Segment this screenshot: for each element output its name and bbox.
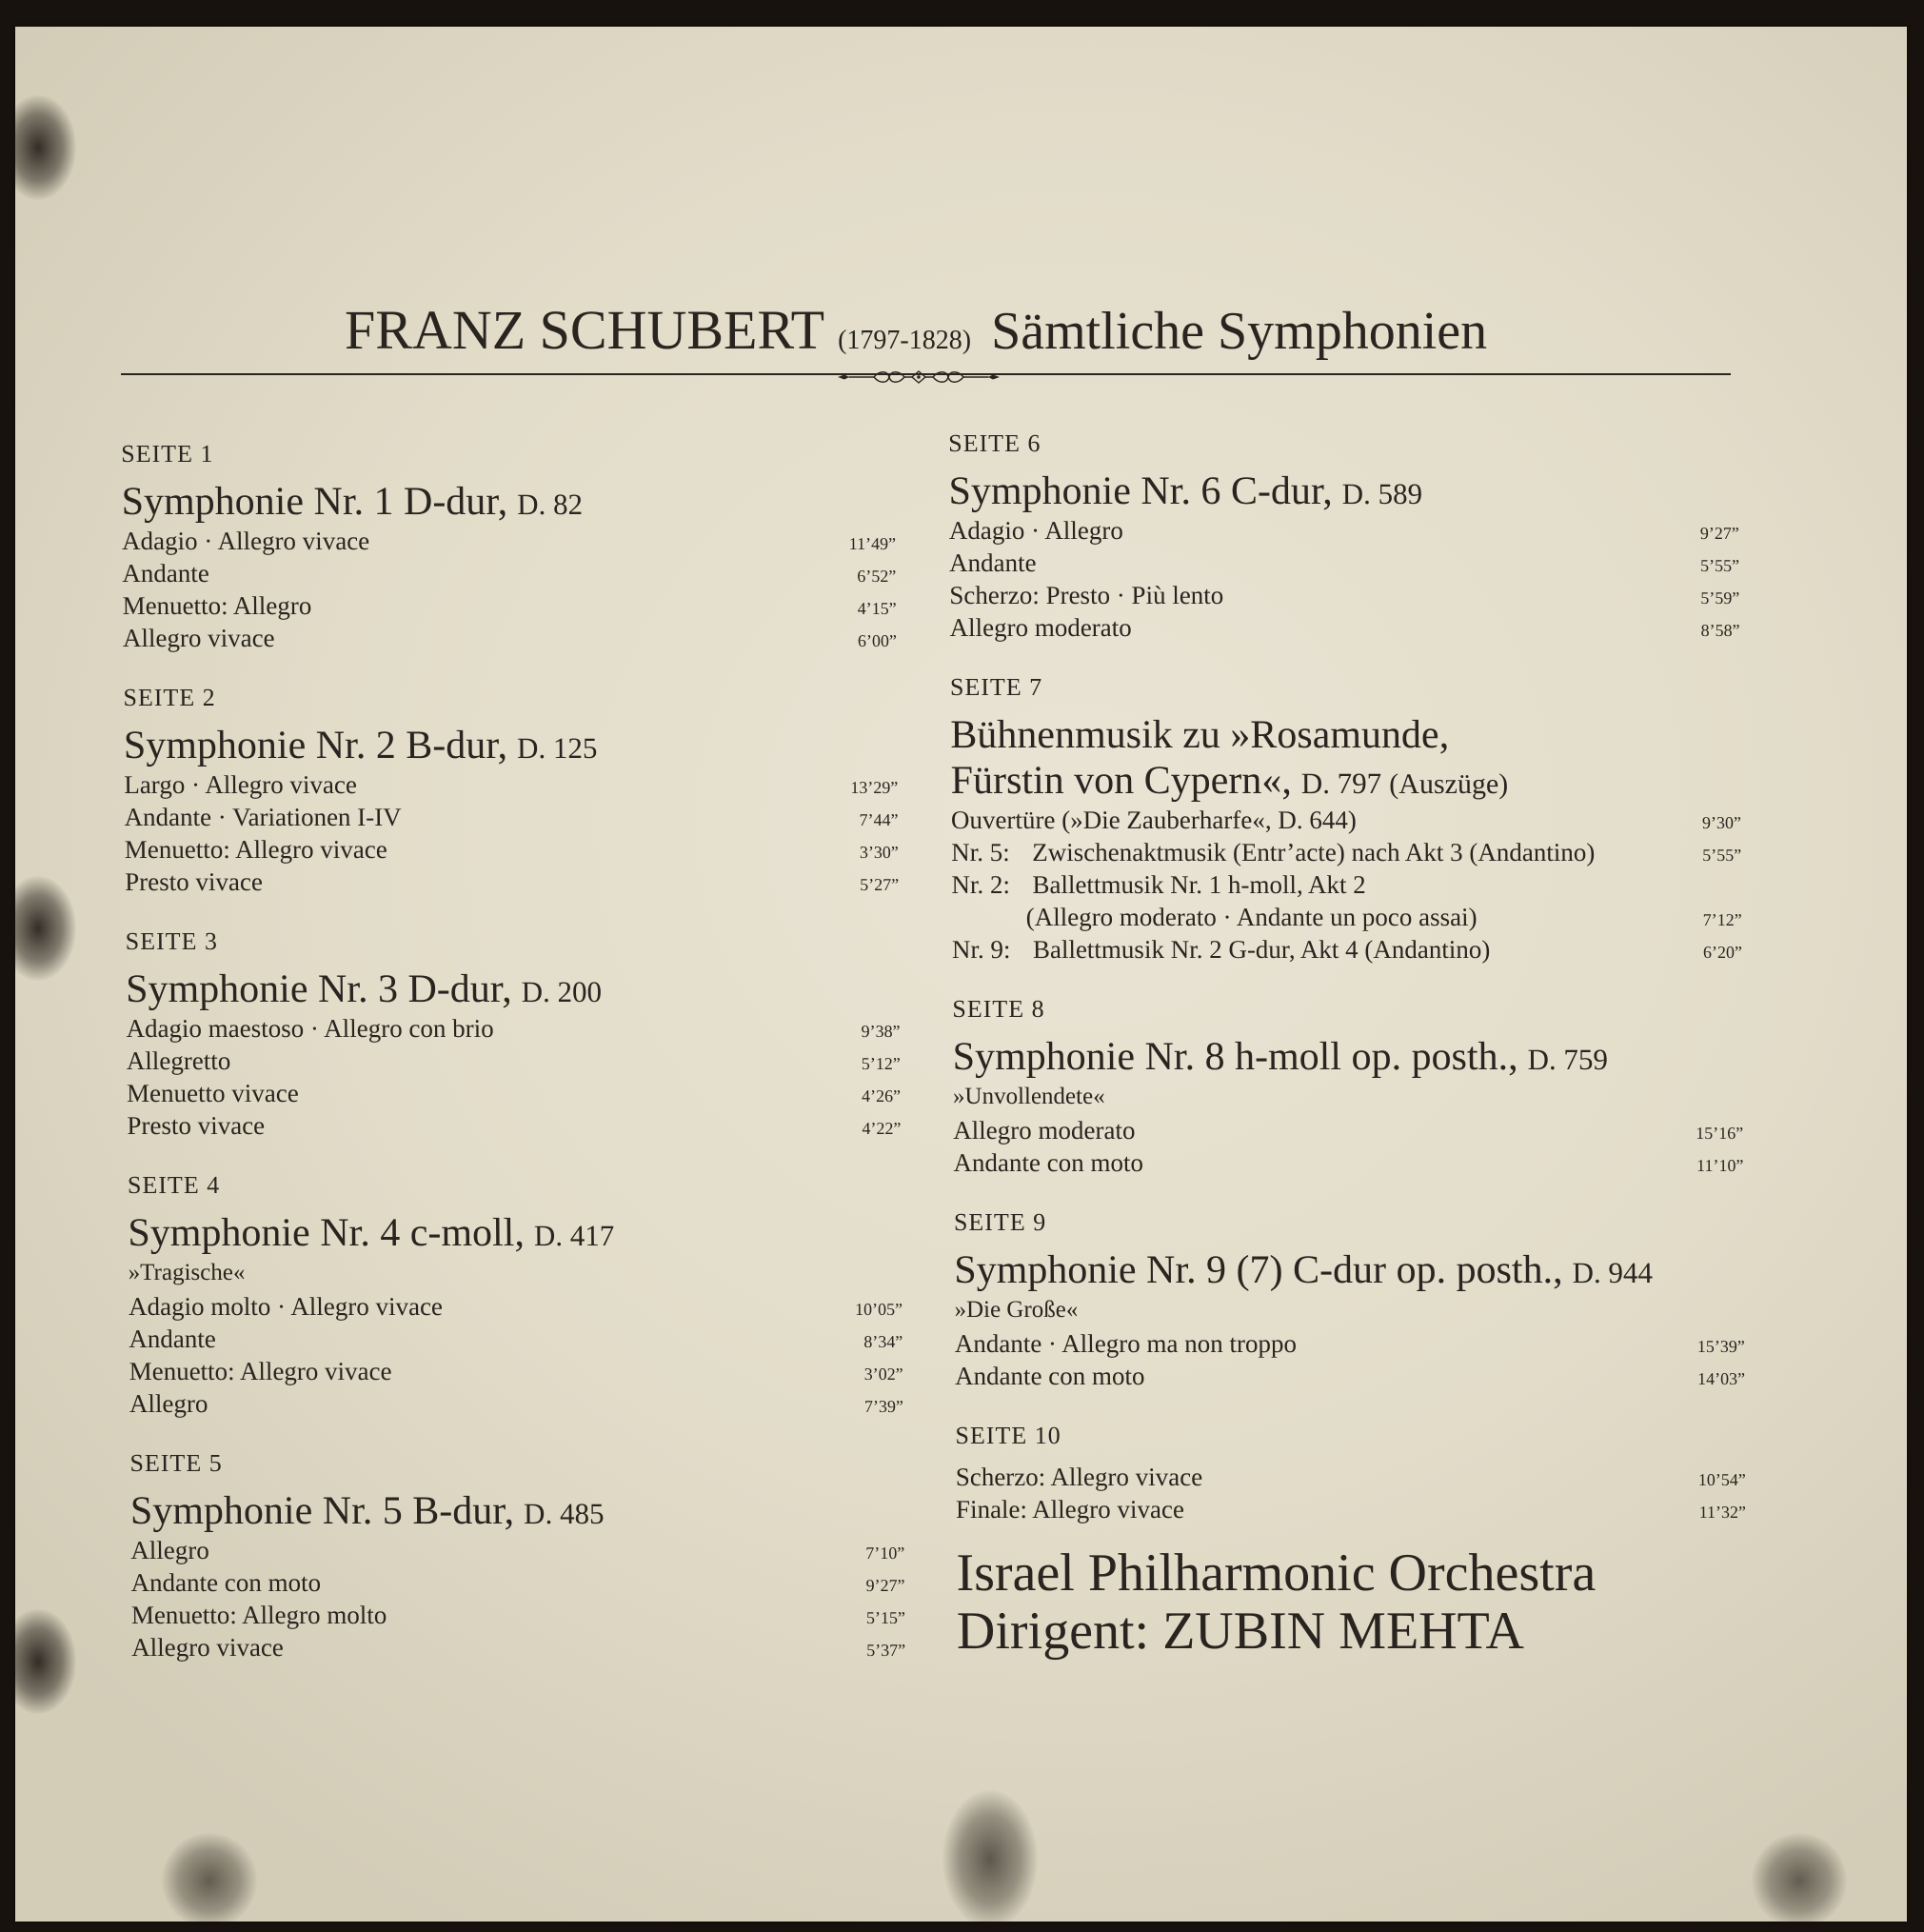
track-title-group (955, 1327, 1297, 1360)
track-row-continuation (952, 901, 1742, 933)
composer-name: FRANZ SCHUBERT (345, 299, 825, 361)
catalog-number: D. 589 (1341, 477, 1423, 510)
work-title (126, 966, 900, 1012)
performers (956, 1544, 1747, 1661)
catalog-number: D. 125 (516, 731, 598, 765)
track-duration: 3’30” (859, 843, 899, 862)
track-row (951, 836, 1741, 868)
track-title: Menuetto: Allegro molto (130, 1601, 387, 1629)
work-name: Symphonie Nr. 2 B-dur, (123, 724, 508, 767)
track-title: Finale: Allegro vivace (955, 1495, 1185, 1524)
side-label: SEITE 6 (948, 429, 1041, 457)
track-duration: 11’49” (848, 534, 897, 553)
side-section (955, 1411, 1746, 1525)
track-row (955, 1327, 1745, 1360)
track-title-group (953, 1114, 1135, 1146)
track-row (122, 525, 896, 557)
track-row (951, 804, 1741, 836)
track-title: Allegretto (126, 1046, 231, 1075)
work-name: Symphonie Nr. 4 c-moll, (128, 1211, 526, 1255)
work-note: (Auszüge) (1389, 768, 1509, 800)
track-duration: 7’44” (859, 810, 899, 829)
track-duration: 7’12” (1702, 910, 1742, 929)
track-title: Andante (129, 1325, 216, 1353)
track-duration: 5’59” (1700, 588, 1740, 607)
work-title (124, 723, 898, 768)
side-section (123, 673, 899, 898)
track-title: Ballettmusik Nr. 1 h-moll, Akt 2 (1032, 870, 1366, 899)
track-duration: 8’34” (863, 1332, 903, 1351)
track-title: Andante con moto (130, 1568, 322, 1597)
clip-shadow (942, 1790, 1038, 1928)
track-title-group (955, 1360, 1145, 1392)
track-duration: 9’38” (861, 1022, 901, 1041)
orchestra-name: Israel Philharmonic Orchestra (956, 1544, 1597, 1603)
track-title: Scherzo: Presto · Più lento (949, 581, 1224, 609)
track-duration: 15’39” (1696, 1337, 1745, 1356)
track-row (123, 622, 897, 654)
side-label: SEITE 7 (949, 673, 1043, 701)
track-row (124, 768, 898, 801)
track-title: Adagio maestoso · Allegro con brio (126, 1014, 494, 1043)
side-label: SEITE 5 (129, 1449, 223, 1477)
track-title-group (956, 1493, 1184, 1525)
catalog-number: D. 417 (533, 1219, 615, 1252)
track-title: Presto vivace (127, 1111, 266, 1140)
album-title: Sämtliche Symphonien (991, 302, 1488, 361)
scroll-ornament-icon (838, 367, 1000, 388)
track-row (130, 1566, 904, 1599)
track-duration: 13’29” (850, 778, 899, 797)
side-label: SEITE 1 (121, 440, 214, 468)
track-title: Adagio · Allegro (948, 516, 1123, 545)
track-title: Allegro vivace (122, 624, 275, 652)
work-name: Symphonie Nr. 1 D-dur, (121, 480, 508, 524)
side-section (125, 917, 901, 1142)
track-title-group (127, 1045, 231, 1077)
track-row (949, 611, 1739, 644)
track-title-group (126, 1012, 493, 1045)
track-title: Largo · Allegro vivace (124, 770, 358, 799)
track-row (953, 1146, 1743, 1179)
track-title: Ballettmusik Nr. 2 G-dur, Akt 4 (Andantino) (1032, 935, 1491, 964)
track-duration: 6’52” (857, 567, 897, 586)
track-title-group (129, 1323, 216, 1355)
side-label: SEITE 2 (123, 684, 216, 711)
track-duration: 5’55” (1702, 846, 1742, 865)
track-title: Presto vivace (125, 867, 263, 896)
track-title-group (949, 611, 1131, 644)
track-title: Menuetto: Allegro vivace (129, 1357, 392, 1385)
track-title-group (129, 1355, 391, 1387)
track-title-group (122, 525, 369, 557)
track-title-group (125, 866, 263, 898)
catalog-number: D. 485 (523, 1497, 605, 1530)
work-subtitle: »Unvollendete« (952, 1084, 1105, 1109)
track-duration: 5’27” (860, 875, 900, 894)
track-title: Menuetto: Allegro (122, 591, 312, 620)
clip-shadow (0, 1609, 76, 1714)
work-subtitle: »Die Große« (954, 1297, 1079, 1323)
side-section (129, 1439, 905, 1663)
left-column (121, 429, 905, 1683)
conductor-name: Dirigent: ZUBIN MEHTA (956, 1602, 1524, 1661)
work-name: Fürstin von Cypern«, (950, 759, 1292, 803)
track-duration: 4’15” (857, 599, 897, 618)
track-title-group (131, 1599, 387, 1631)
track-number: Nr. 2: (951, 870, 1011, 899)
track-title: Allegro vivace (131, 1633, 284, 1662)
track-row (125, 833, 899, 866)
track-row (127, 1077, 901, 1109)
track-row (125, 866, 899, 898)
work-title (121, 479, 895, 525)
catalog-number: D. 944 (1572, 1256, 1654, 1289)
track-number: Nr. 5: (951, 838, 1010, 866)
track-duration: 11’10” (1696, 1156, 1744, 1175)
side-label: SEITE 4 (127, 1171, 221, 1199)
track-row (952, 933, 1742, 966)
track-number: Nr. 9: (951, 935, 1011, 964)
work-title (130, 1488, 904, 1534)
track-duration: 10’54” (1697, 1470, 1746, 1489)
composer-dates: (1797-1828) (838, 326, 972, 355)
track-duration: 6’20” (1702, 943, 1742, 962)
track-row (949, 514, 1739, 547)
work-title (950, 712, 1740, 758)
track-row (124, 801, 898, 833)
catalog-number: D. 797 (1300, 767, 1382, 800)
track-title: Andante · Variationen I-IV (124, 803, 402, 831)
track-duration: 9’30” (1701, 813, 1742, 832)
track-title: Ouvertüre (»Die Zauberharfe«, D. 644) (950, 806, 1357, 834)
track-title-group (949, 579, 1223, 611)
track-title: Allegro moderato (953, 1116, 1136, 1145)
track-title-group (951, 836, 1595, 868)
catalog-number: D. 82 (517, 488, 584, 521)
track-title-group (124, 801, 401, 833)
track-duration: 10’05” (854, 1300, 903, 1319)
side-label: SEITE 8 (952, 995, 1045, 1023)
track-title: Menuetto vivace (126, 1079, 299, 1107)
track-duration: 15’16” (1696, 1124, 1744, 1143)
track-title: Scherzo: Allegro vivace (955, 1463, 1203, 1491)
work-name: Symphonie Nr. 8 h-moll op. posth., (952, 1035, 1518, 1079)
track-title-group (949, 547, 1037, 579)
side-section (128, 1161, 903, 1420)
track-title: Andante (948, 548, 1037, 577)
track-title: Zwischenaktmusik (Entr’acte) nach Akt 3 (Andantino) (1032, 838, 1596, 866)
track-row (122, 557, 896, 589)
side-label: SEITE 10 (955, 1422, 1061, 1449)
track-title: Allegro (129, 1389, 208, 1418)
side-section (121, 429, 897, 654)
track-row (129, 1355, 902, 1387)
catalog-number: D. 759 (1527, 1043, 1609, 1076)
right-column (948, 419, 1747, 1661)
track-duration: 7’39” (863, 1397, 904, 1416)
track-row (127, 1045, 901, 1077)
track-title: Adagio molto · Allegro vivace (128, 1292, 444, 1321)
track-duration: 4’26” (862, 1086, 902, 1105)
track-title-group (952, 901, 1478, 933)
track-title: Andante con moto (954, 1362, 1145, 1390)
track-title-group (129, 1387, 208, 1420)
track-duration: 5’37” (866, 1641, 906, 1660)
track-row (126, 1012, 900, 1045)
track-title: Menuetto: Allegro vivace (124, 835, 387, 864)
track-duration: 11’32” (1698, 1503, 1747, 1522)
track-row (129, 1323, 902, 1355)
work-name: Symphonie Nr. 9 (7) C-dur op. posth., (954, 1248, 1563, 1292)
track-row (949, 579, 1739, 611)
track-duration: 4’22” (862, 1119, 902, 1138)
track-title: Adagio · Allegro vivace (121, 527, 370, 555)
track-title: Andante con moto (953, 1148, 1144, 1177)
track-title-group (131, 1631, 284, 1663)
track-row (955, 1360, 1745, 1392)
work-name: Bühnenmusik zu »Rosamunde, (950, 713, 1450, 757)
track-row (130, 1534, 904, 1566)
track-title-group (951, 868, 1365, 901)
side-section (950, 663, 1742, 966)
page-title (345, 299, 1488, 361)
track-title-group (953, 1146, 1143, 1179)
track-title: Andante · Allegro ma non troppo (954, 1329, 1298, 1358)
track-title-group (130, 1566, 321, 1599)
clip-shadow (0, 95, 76, 200)
work-title (953, 1034, 1743, 1080)
track-title: Andante (122, 559, 209, 588)
track-title: Allegro moderato (949, 613, 1132, 642)
work-title (950, 758, 1740, 804)
track-title-group (129, 1290, 443, 1323)
track-row (131, 1599, 905, 1631)
track-row (129, 1290, 902, 1323)
track-title: Allegro (130, 1536, 209, 1564)
side-label: SEITE 3 (125, 927, 219, 955)
track-duration: 8’58” (1700, 621, 1740, 640)
track-row (127, 1109, 901, 1142)
work-title (128, 1210, 902, 1256)
side-label: SEITE 9 (953, 1208, 1047, 1236)
track-title-group (130, 1534, 209, 1566)
track-duration: 6’00” (857, 631, 898, 650)
work-name: Symphonie Nr. 3 D-dur, (125, 967, 512, 1011)
track-duration: 5’15” (865, 1608, 905, 1627)
track-row (122, 589, 896, 622)
track-title-group (125, 833, 387, 866)
track-duration: 7’10” (865, 1544, 905, 1563)
work-title (954, 1247, 1744, 1293)
track-duration: 9’27” (865, 1576, 905, 1595)
track-row (129, 1387, 903, 1420)
catalog-number: D. 200 (521, 975, 603, 1008)
track-title-group (123, 622, 275, 654)
track-duration: 9’27” (1699, 524, 1739, 543)
track-duration: 14’03” (1696, 1369, 1746, 1388)
clip-shadow (0, 876, 76, 981)
work-subtitle: »Tragische« (128, 1260, 246, 1285)
track-title-group (122, 557, 209, 589)
track-duration: 3’02” (863, 1364, 903, 1384)
work-name: Symphonie Nr. 6 C-dur, (948, 469, 1333, 513)
track-row (131, 1631, 905, 1663)
side-section (954, 1198, 1745, 1392)
track-title-group (956, 1461, 1203, 1493)
work-title (948, 468, 1738, 514)
track-duration: 5’12” (861, 1054, 901, 1073)
right-column-sides (948, 419, 1746, 1525)
track-row (951, 868, 1741, 901)
track-title-group (949, 514, 1123, 547)
side-section (952, 985, 1743, 1179)
track-row (949, 547, 1739, 579)
track-duration: 5’55” (1700, 556, 1740, 575)
clip-shadow (162, 1833, 257, 1928)
side-section (948, 419, 1740, 644)
track-row (953, 1114, 1743, 1146)
track-title-group (951, 804, 1357, 836)
track-title-group (124, 768, 357, 801)
track-row (956, 1461, 1746, 1493)
track-title-group (127, 1109, 265, 1142)
track-title-group (952, 933, 1491, 966)
track-title-group (122, 589, 311, 622)
clip-shadow (1752, 1833, 1847, 1928)
track-title-group (127, 1077, 299, 1109)
track-title-continuation: (Allegro moderato · Andante un poco assai) (1025, 903, 1478, 931)
work-name: Symphonie Nr. 5 B-dur, (129, 1489, 515, 1533)
track-row (956, 1493, 1746, 1525)
